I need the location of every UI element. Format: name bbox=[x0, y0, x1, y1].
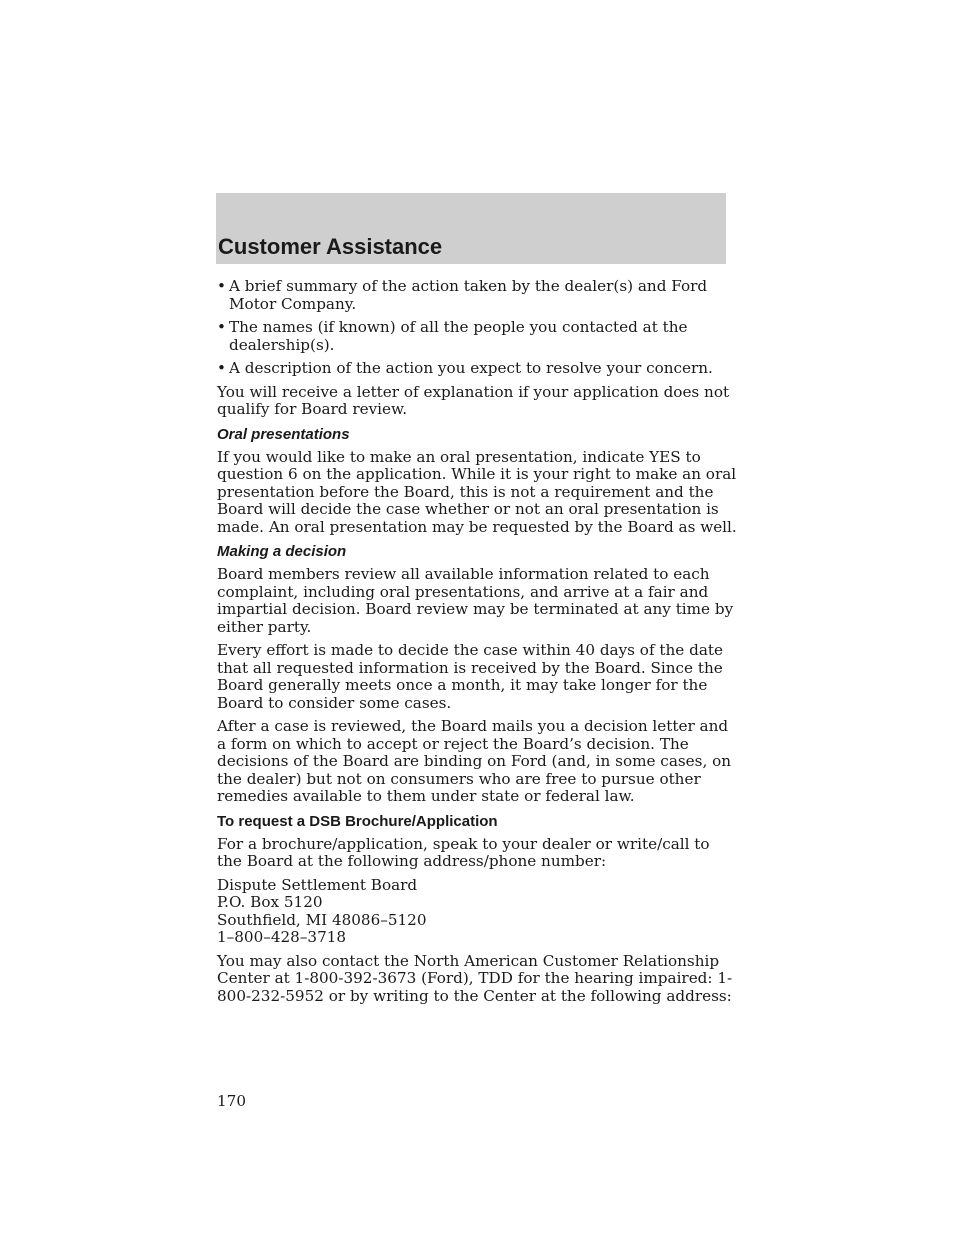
decision-paragraph: Board members review all available information related to each complaint, including oral presentations, and arrive at a fair and impartial decision. Board review may be terminated at any time by either party. bbox=[217, 565, 734, 636]
intro-paragraph: You will receive a letter of explanation if your application does not qualify for Board review. bbox=[217, 382, 730, 418]
bullet-list bbox=[217, 278, 737, 378]
address-line: Southfield, MI 48086–5120 bbox=[217, 910, 427, 929]
decision-paragraph: Every effort is made to decide the case within 40 days of the date that all requested information is received by the Board. Since the Board generally meets once a month, it may take longer for the Board to consider some cases. bbox=[217, 641, 723, 712]
bullet-icon: • bbox=[217, 277, 226, 295]
request-paragraph: For a brochure/application, speak to your dealer or write/call to the Board at the following address/phone number: bbox=[217, 834, 710, 870]
request-brochure-heading: To request a DSB Brochure/Application bbox=[217, 812, 498, 830]
address-line: Dispute Settlement Board bbox=[217, 875, 418, 894]
address-line: P.O. Box 5120 bbox=[217, 893, 323, 911]
bullet-icon: • bbox=[217, 359, 226, 377]
phone-number: 1–800–428–3718 bbox=[217, 928, 347, 946]
bullet-text: A description of the action you expect to resolve your concern. bbox=[229, 359, 713, 377]
making-decision-heading: Making a decision bbox=[217, 543, 347, 560]
page-number: 170 bbox=[217, 1092, 246, 1110]
page-content bbox=[217, 278, 737, 1011]
oral-presentations-heading: Oral presentations bbox=[217, 425, 350, 443]
section-title: Customer Assistance bbox=[218, 234, 443, 259]
bullet-text: The names (if known) of all the people you contacted at the dealership(s). bbox=[229, 318, 688, 354]
bullet-icon: • bbox=[217, 318, 226, 336]
bullet-text: A brief summary of the action taken by the dealer(s) and Ford Motor Company. bbox=[229, 277, 708, 313]
oral-presentations-paragraph: If you would like to make an oral presentation, indicate YES to question 6 on the application. While it is your right to make an oral presentation before the Board, this is not a requirement and the Board will decide the case whether or not an oral presentation is made. An oral presentation may be requested by the Board as well. bbox=[217, 447, 737, 536]
list-item bbox=[217, 319, 737, 354]
contact-paragraph: You may also contact the North American Customer Relationship Center at 1-800-392-3673 (Ford), TDD for the hearing impaired: 1-800-232-5952 or by writing to the Center at the following address: bbox=[217, 951, 733, 1005]
list-item bbox=[217, 360, 737, 378]
address-block bbox=[217, 877, 737, 947]
list-item bbox=[217, 278, 737, 313]
decision-paragraph: After a case is reviewed, the Board mails you a decision letter and a form on which to accept or reject the Board’s decision. The decisions of the Board are binding on Ford (and, in some cases, on the dealer) but not on consumers who are free to pursue other remedies available to them under state or federal law. bbox=[217, 717, 732, 805]
